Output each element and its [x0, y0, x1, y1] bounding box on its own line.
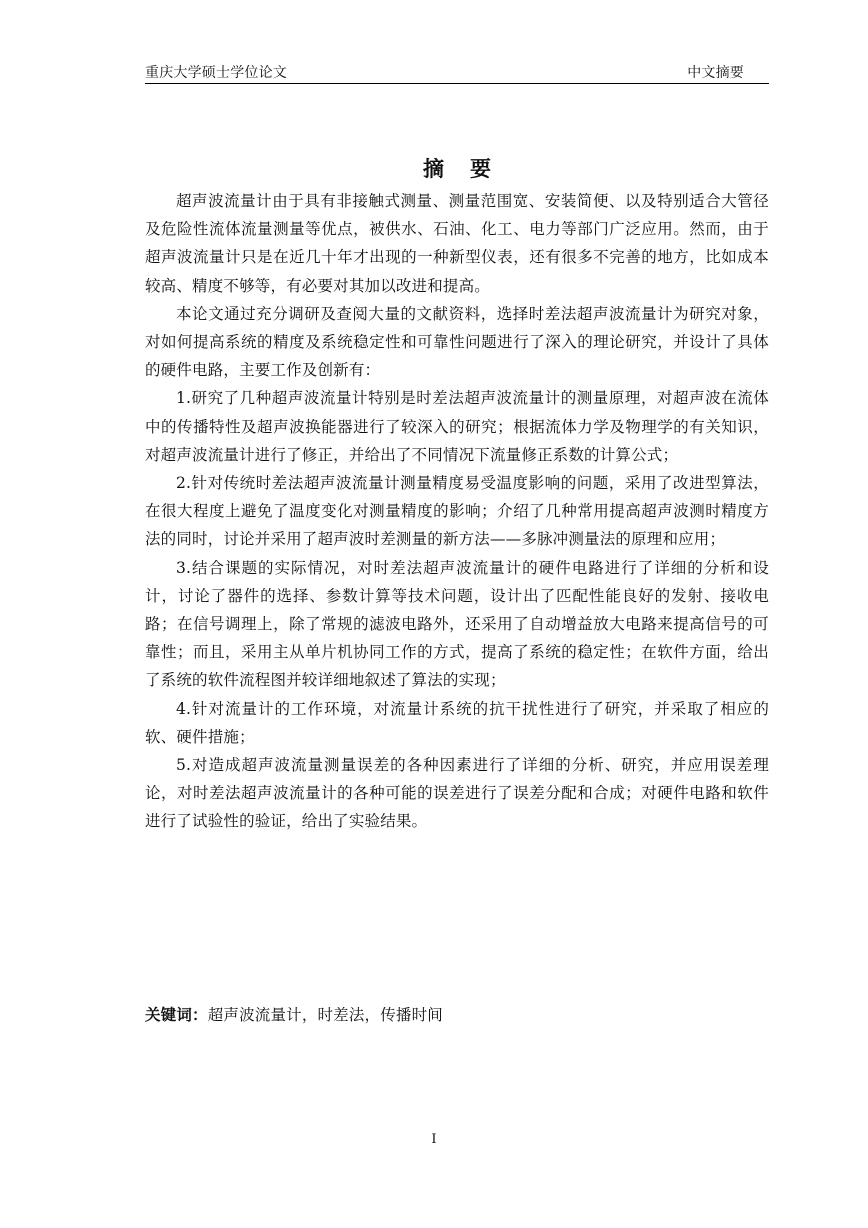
contribution-item: 5.对造成超声波流量测量误差的各种因素进行了详细的分析、研究，并应用误差理论，对时差法超声波流量计的各种可能的误差进行了误差分配和合成；对硬件电路和软件进行了试验性的验证，给出了实验结果。 [145, 756, 769, 831]
contribution-item: 4.针对流量计的工作环境，对流量计系统的抗干扰性进行了研究，并采取了相应的软、硬件措施； [145, 699, 769, 746]
contribution-item: 3.结合课题的实际情况，对时差法超声波流量计的硬件电路进行了详细的分析和设计，讨论了器件的选择、参数计算等技术问题，设计出了匹配性能良好的发射、接收电路；在信号调理上，除了常规的滤波电路外，还采用了自动增益放大电路来提高信号的可靠性；而且，采用主从单片机协同工作的方式，提高了系统的稳定性；在软件方面，给出了系统的软件流程图并较详细地叙述了算法的实现； [145, 558, 769, 690]
abstract-title-char-1: 摘 [423, 157, 444, 181]
contribution-item: 1.研究了几种超声波流量计特别是时差法超声波流量计的测量原理，对超声波在流体中的传播特性及超声波换能器进行了较深入的研究；根据流体力学及物理学的有关知识，对超声波流量计进行了修正，并给出了不同情况下流量修正系数的计算公式； [145, 389, 769, 464]
keywords-label: 关键词： [145, 1006, 208, 1024]
page-header [145, 63, 769, 83]
abstract-title [145, 152, 769, 186]
abstract-paragraph: 超声波流量计由于具有非接触式测量、测量范围宽、安装简便、以及特别适合大管径及危险性流体流量测量等优点，被供水、石油、化工、电力等部门广泛应用。然而，由于超声波流量计只是在近几十年才出现的一种新型仪表，还有很多不完善的地方，比如成本较高、精度不够等，有必要对其加以改进和提高。 [145, 192, 769, 295]
abstract-body [145, 187, 769, 836]
header-thesis-title: 重庆大学硕士学位论文 [145, 65, 287, 81]
abstract-title-char-2: 要 [470, 157, 491, 181]
contribution-item: 2.针对传统时差法超声波流量计测量精度易受温度影响的问题，采用了改进型算法，在很大程度上避免了温度变化对测量精度的影响；介绍了几种常用提高超声波测时精度方法的同时，讨论并采用了超声波时差测量的新方法——多脉冲测量法的原理和应用； [145, 474, 769, 549]
header-section-title: 中文摘要 [687, 65, 744, 81]
keywords-line [145, 1001, 769, 1029]
keywords-text: 超声波流量计，时差法，传播时间 [207, 1006, 443, 1024]
header-divider [145, 83, 769, 84]
abstract-paragraph: 本论文通过充分调研及查阅大量的文献资料，选择时差法超声波流量计为研究对象，对如何提高系统的精度及系统稳定性和可靠性问题进行了深入的理论研究，并设计了具体的硬件电路，主要工作及创新有： [145, 304, 769, 380]
page-number: I [431, 1132, 437, 1147]
